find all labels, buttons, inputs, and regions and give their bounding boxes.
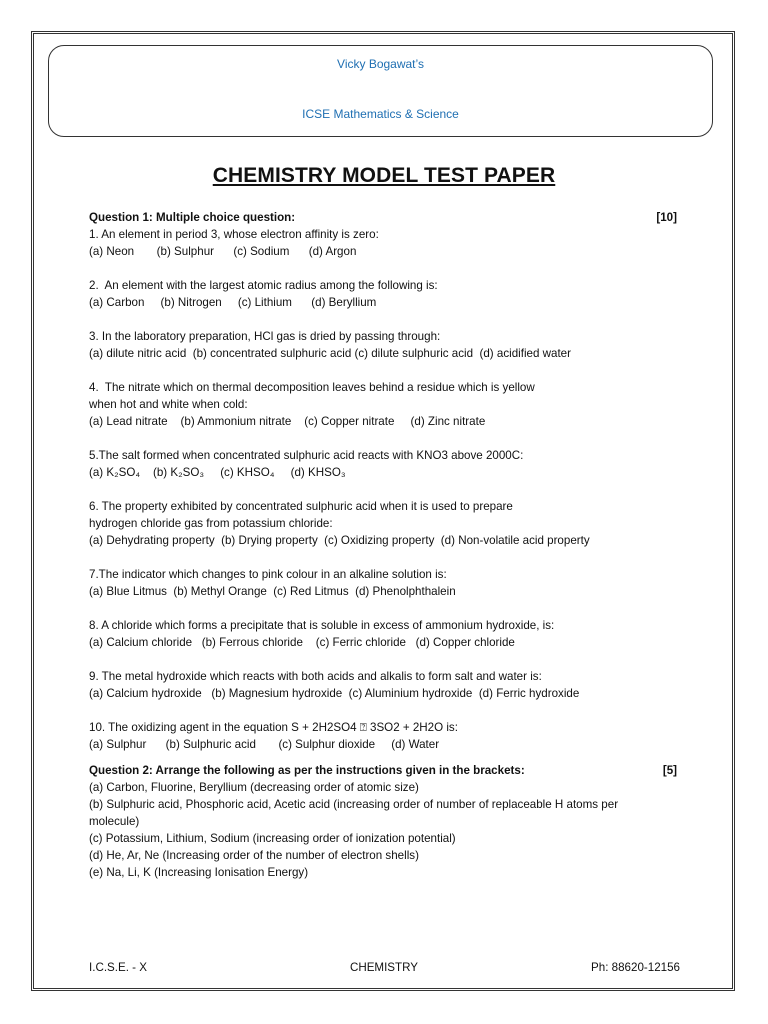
arrange-item: (b) Sulphuric acid, Phosphoric acid, Acetic acid (increasing order of number of replaceable H atoms per: [89, 798, 619, 811]
question-options: (a) Calcium hydroxide (b) Magnesium hydroxide (c) Aluminium hydroxide (d) Ferric hydroxide: [89, 687, 580, 700]
question-options: (a) Calcium chloride (b) Ferrous chloride (c) Ferric chloride (d) Copper chloride: [89, 636, 515, 649]
footer-right: Ph: 88620-12156: [591, 961, 680, 974]
question-text: 3. In the laboratory preparation, HCl gas is dried by passing through:: [89, 330, 441, 343]
question-2-marks: [5]: [662, 764, 677, 777]
arrange-item: (a) Carbon, Fluorine, Beryllium (decreasing order of atomic size): [89, 781, 419, 794]
question-text: 8. A chloride which forms a precipitate that is soluble in excess of ammonium hydroxide, is:: [89, 619, 555, 632]
question-options: (a) Carbon (b) Nitrogen (c) Lithium (d) Beryllium: [89, 296, 377, 309]
author-name: Vicky Bogawat’s: [337, 57, 424, 71]
footer-center: CHEMISTRY: [349, 961, 419, 974]
question-2-heading: Question 2: Arrange the following as per the instructions given in the brackets:: [89, 764, 525, 777]
question-text: 5.The salt formed when concentrated sulphuric acid reacts with KNO3 above 2000C:: [89, 449, 524, 462]
arrange-item: molecule): [89, 815, 140, 828]
question-item: [89, 379, 689, 430]
question-text: hydrogen chloride gas from potassium chloride:: [89, 517, 333, 530]
question-item: [89, 277, 689, 311]
arrange-item: (e) Na, Li, K (Increasing Ionisation Energy): [89, 866, 309, 879]
question-item: [89, 226, 689, 260]
question-item: [89, 498, 689, 549]
subject-line: ICSE Mathematics & Science: [302, 107, 459, 121]
question-content: [89, 209, 689, 881]
question-text: 6. The property exhibited by concentrated sulphuric acid when it is used to prepare: [89, 500, 513, 513]
question-options: (a) dilute nitric acid (b) concentrated sulphuric acid (c) dilute sulphuric acid (d) acidified water: [89, 347, 571, 360]
question-options: (a) Neon (b) Sulphur (c) Sodium (d) Argon: [89, 245, 357, 258]
question-text: 4. The nitrate which on thermal decomposition leaves behind a residue which is yellow: [89, 381, 535, 394]
question-1-marks: [10]: [656, 211, 677, 224]
question-2-list: [89, 779, 689, 881]
question-text: when hot and white when cold:: [89, 398, 248, 411]
question-item: [89, 566, 689, 600]
question-text: 7.The indicator which changes to pink colour in an alkaline solution is:: [89, 568, 447, 581]
arrange-item: (c) Potassium, Lithium, Sodium (increasing order of ionization potential): [89, 832, 456, 845]
question-text: 1. An element in period 3, whose electron affinity is zero:: [89, 228, 379, 241]
footer-left: I.C.S.E. - X: [89, 961, 147, 974]
question-options: (a) K₂SO₄ (b) K₂SO₃ (c) KHSO₄ (d) KHSO₃: [89, 466, 346, 479]
question-text: 10. The oxidizing agent in the equation S + 2H2SO4 ⍰ 3SO2 + 2H2O is:: [89, 721, 458, 734]
question-item: [89, 447, 689, 481]
question-item: [89, 617, 689, 651]
question-options: (a) Lead nitrate (b) Ammonium nitrate (c) Copper nitrate (d) Zinc nitrate: [89, 415, 486, 428]
header-box: [48, 45, 713, 137]
question-item: [89, 328, 689, 362]
question-text: 2. An element with the largest atomic radius among the following is:: [89, 279, 438, 292]
question-item: [89, 719, 689, 753]
question-options: (a) Blue Litmus (b) Methyl Orange (c) Red Litmus (d) Phenolphthalein: [89, 585, 456, 598]
question-options: (a) Dehydrating property (b) Drying property (c) Oxidizing property (d) Non-volatile acid property: [89, 534, 590, 547]
page-title: CHEMISTRY MODEL TEST PAPER: [212, 164, 556, 187]
question-text: 9. The metal hydroxide which reacts with both acids and alkalis to form salt and water is:: [89, 670, 542, 683]
question-item: [89, 668, 689, 702]
question-1-header: [89, 209, 689, 226]
question-1-heading: Question 1: Multiple choice question:: [89, 211, 296, 224]
question-options: (a) Sulphur (b) Sulphuric acid (c) Sulphur dioxide (d) Water: [89, 738, 440, 751]
arrange-item: (d) He, Ar, Ne (Increasing order of the number of electron shells): [89, 849, 419, 862]
question-2-header: [89, 762, 689, 779]
question-1-list: [89, 226, 689, 753]
